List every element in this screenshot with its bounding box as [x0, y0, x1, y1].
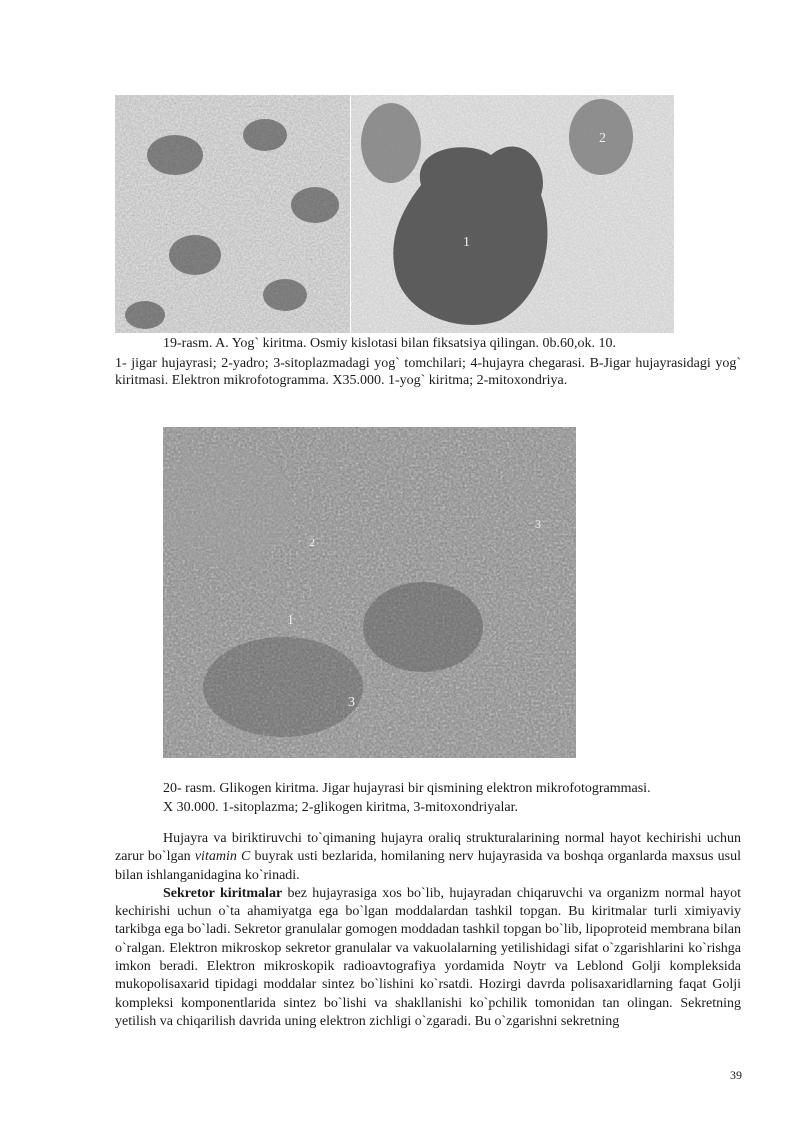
figure-19-caption-legend: 1- jigar hujayrasi; 2-yadro; 3-sitoplazmadagi yog` tomchilari; 4-hujayra chegarasi. B-Jigar hujayrasidagi yog` kiritmasi. Elektron mikrofotogramma. X35.000. 1-yog` kiritma; 2-mitoxondriya. [115, 356, 741, 388]
paragraph-vitamin-c: Hujayra va biriktiruvchi to`qimaning hujayra oraliq strukturalarining normal hayot kechirishi uchun zarur bo`lgan vitamin C buyrak usti bezlarida, homilaning nerv hujayrasida va boshqa organlarda maxsus usul bilan ishlanganidagina ko`rinadi. [115, 831, 741, 883]
figure-19a-micrograph [115, 95, 350, 333]
figure-20-caption-title: 20- rasm. Glikogen kiritma. Jigar hujayrasi bir qismining elektron mikrofotogrammasi. [163, 781, 651, 796]
figure-20-micrograph [163, 427, 576, 758]
figure-19b-micrograph [351, 95, 674, 333]
secretory-inclusions-term: Sekretor kiritmalar [163, 885, 283, 901]
page-number: 39 [730, 1068, 742, 1082]
figure-20-label-2: 2 [309, 535, 315, 549]
figure-20-label-3b: 3 [535, 517, 541, 531]
figure-20-label-3a: 3 [348, 695, 355, 710]
paragraph-secretory-inclusions: Sekretor kiritmalar bez hujayrasiga xos bo`lib, hujayradan chiqaruvchi va organizm normal hayot kechirishi uchun o`ta ahamiyatga ega bo`lgan moddalardan tashkil topgan. Bu kiritmalar turli ximiyaviy tarkibga ega bo`ladi. Sekretor granulalar gomogen moddadan tashkil topgan bo`lib, lipoproteid membrana bilan o`ralgan. Elektron mikroskop sekretor granulalar va vakuolalarning yetilishidagi sifat o`zgarishlarini ko`rishga imkon beradi. Elektron mikroskopik radioavtografiya yordamida Noytr va Leblond Golji kompleksida mukopolisaxarid tipidagi moddalar sintez bo`lishini ko`rsatdi. Hozirgi davrda polisaxaridlarning faqat Golji kompleksi komponentlarida sintez bo`lishi va shakllanishi ko`pchilik tomonidan tan olingan. Sekretning yetilish va chiqarilish davrida uning elektron zichligi o`zgaradi. Bu o`zgarishni sekretning [115, 885, 741, 1029]
figure-19b-label-1: 1 [463, 235, 470, 250]
body-text [115, 830, 741, 1031]
figure-19b-label-2: 2 [599, 131, 606, 146]
figure-19-caption-title: 19-rasm. A. Yog` kiritma. Osmiy kislotasi bilan fiksatsiya qilingan. 0b.60,ok. 10. [163, 336, 617, 351]
figure-20-caption-legend: X 30.000. 1-sitoplazma; 2-glikogen kiritma, 3-mitoxondriyalar. [163, 800, 518, 815]
vitamin-c-term: vitamin C [194, 849, 251, 865]
figure-20-label-1: 1 [287, 613, 294, 628]
figure-20-caption [163, 779, 741, 817]
